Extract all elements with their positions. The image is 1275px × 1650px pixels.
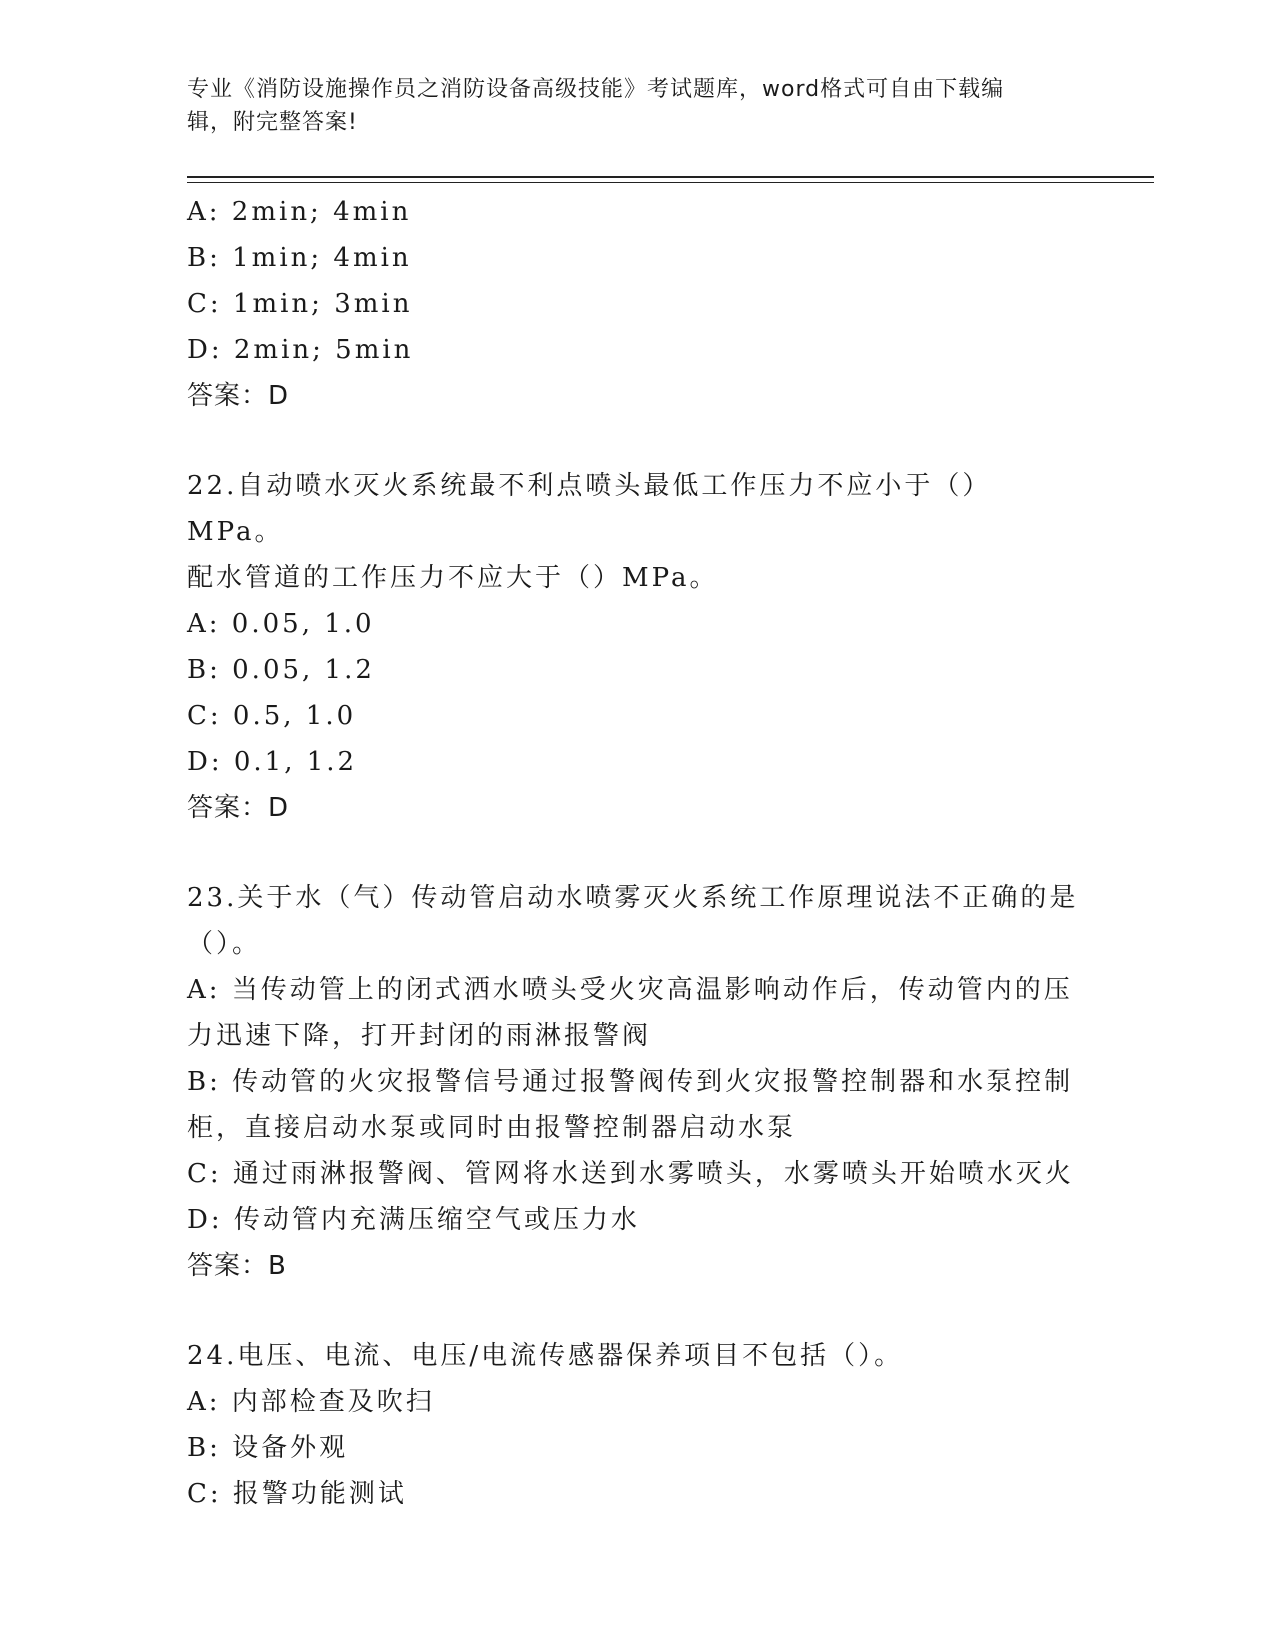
q24-option-b: B: 设备外观: [187, 1433, 349, 1463]
q23-option-c: C: 通过雨淋报警阀、管网将水送到水雾喷头，水雾喷头开始喷水灭火: [187, 1159, 1074, 1189]
header-line-2: 辑，附完整答案!: [187, 110, 358, 135]
q24-option-a: A: 内部检查及吹扫: [187, 1387, 435, 1417]
q24-option-c: C: 报警功能测试: [187, 1479, 407, 1509]
q23-option-a-line-2: 力迅速下降，打开封闭的雨淋报警阀: [187, 1021, 652, 1051]
q22-text-line-1: 22.自动喷水灭火系统最不利点喷头最低工作压力不应小于（）MPa。: [187, 471, 992, 547]
header-rule-thin: [187, 182, 1154, 183]
document-header: [187, 73, 1087, 139]
q24-text-line-1: 24.电压、电流、电压/电流传感器保养项目不包括（）。: [187, 1341, 904, 1371]
q22-option-d: D: 0.1, 1.2: [187, 747, 358, 777]
q22-answer: 答案：D: [187, 793, 290, 823]
q21-option-b: B: 1min; 4min: [187, 243, 412, 273]
q21-option-a: A: 2min; 4min: [187, 197, 412, 227]
q21-option-d: D: 2min; 5min: [187, 335, 414, 365]
q21-option-c: C: 1min; 3min: [187, 289, 413, 319]
q23-answer: 答案：B: [187, 1251, 287, 1281]
question-22-block: [187, 463, 1087, 831]
question-23-block: [187, 875, 1087, 1289]
q22-option-b: B: 0.05, 1.2: [187, 655, 375, 685]
header-rule-thick: [187, 176, 1154, 178]
q23-option-a-line-1: A: 当传动管上的闭式洒水喷头受火灾高温影响动作后，传动管内的压: [187, 975, 1073, 1005]
q23-text-line-1: 23.关于水（气）传动管启动水喷雾灭火系统工作原理说法不正确的是: [187, 883, 1079, 913]
q23-text-line-2: （）。: [187, 929, 262, 959]
header-line-1: 专业《消防设施操作员之消防设备高级技能》考试题库，word格式可自由下载编: [187, 77, 1005, 102]
q22-option-a: A: 0.05, 1.0: [187, 609, 375, 639]
q23-option-b-line-2: 柜，直接启动水泵或同时由报警控制器启动水泵: [187, 1113, 797, 1143]
document-content: [187, 189, 1087, 1517]
question-21-block: [187, 189, 1087, 419]
q22-text-line-2: 配水管道的工作压力不应大于（）MPa。: [187, 563, 719, 593]
q21-answer: 答案：D: [187, 381, 290, 411]
q23-option-b-line-1: B: 传动管的火灾报警信号通过报警阀传到火灾报警控制器和水泵控制: [187, 1067, 1074, 1097]
q23-option-d: D: 传动管内充满压缩空气或压力水: [187, 1205, 640, 1235]
q22-option-c: C: 0.5, 1.0: [187, 701, 357, 731]
question-24-block: [187, 1333, 1087, 1517]
